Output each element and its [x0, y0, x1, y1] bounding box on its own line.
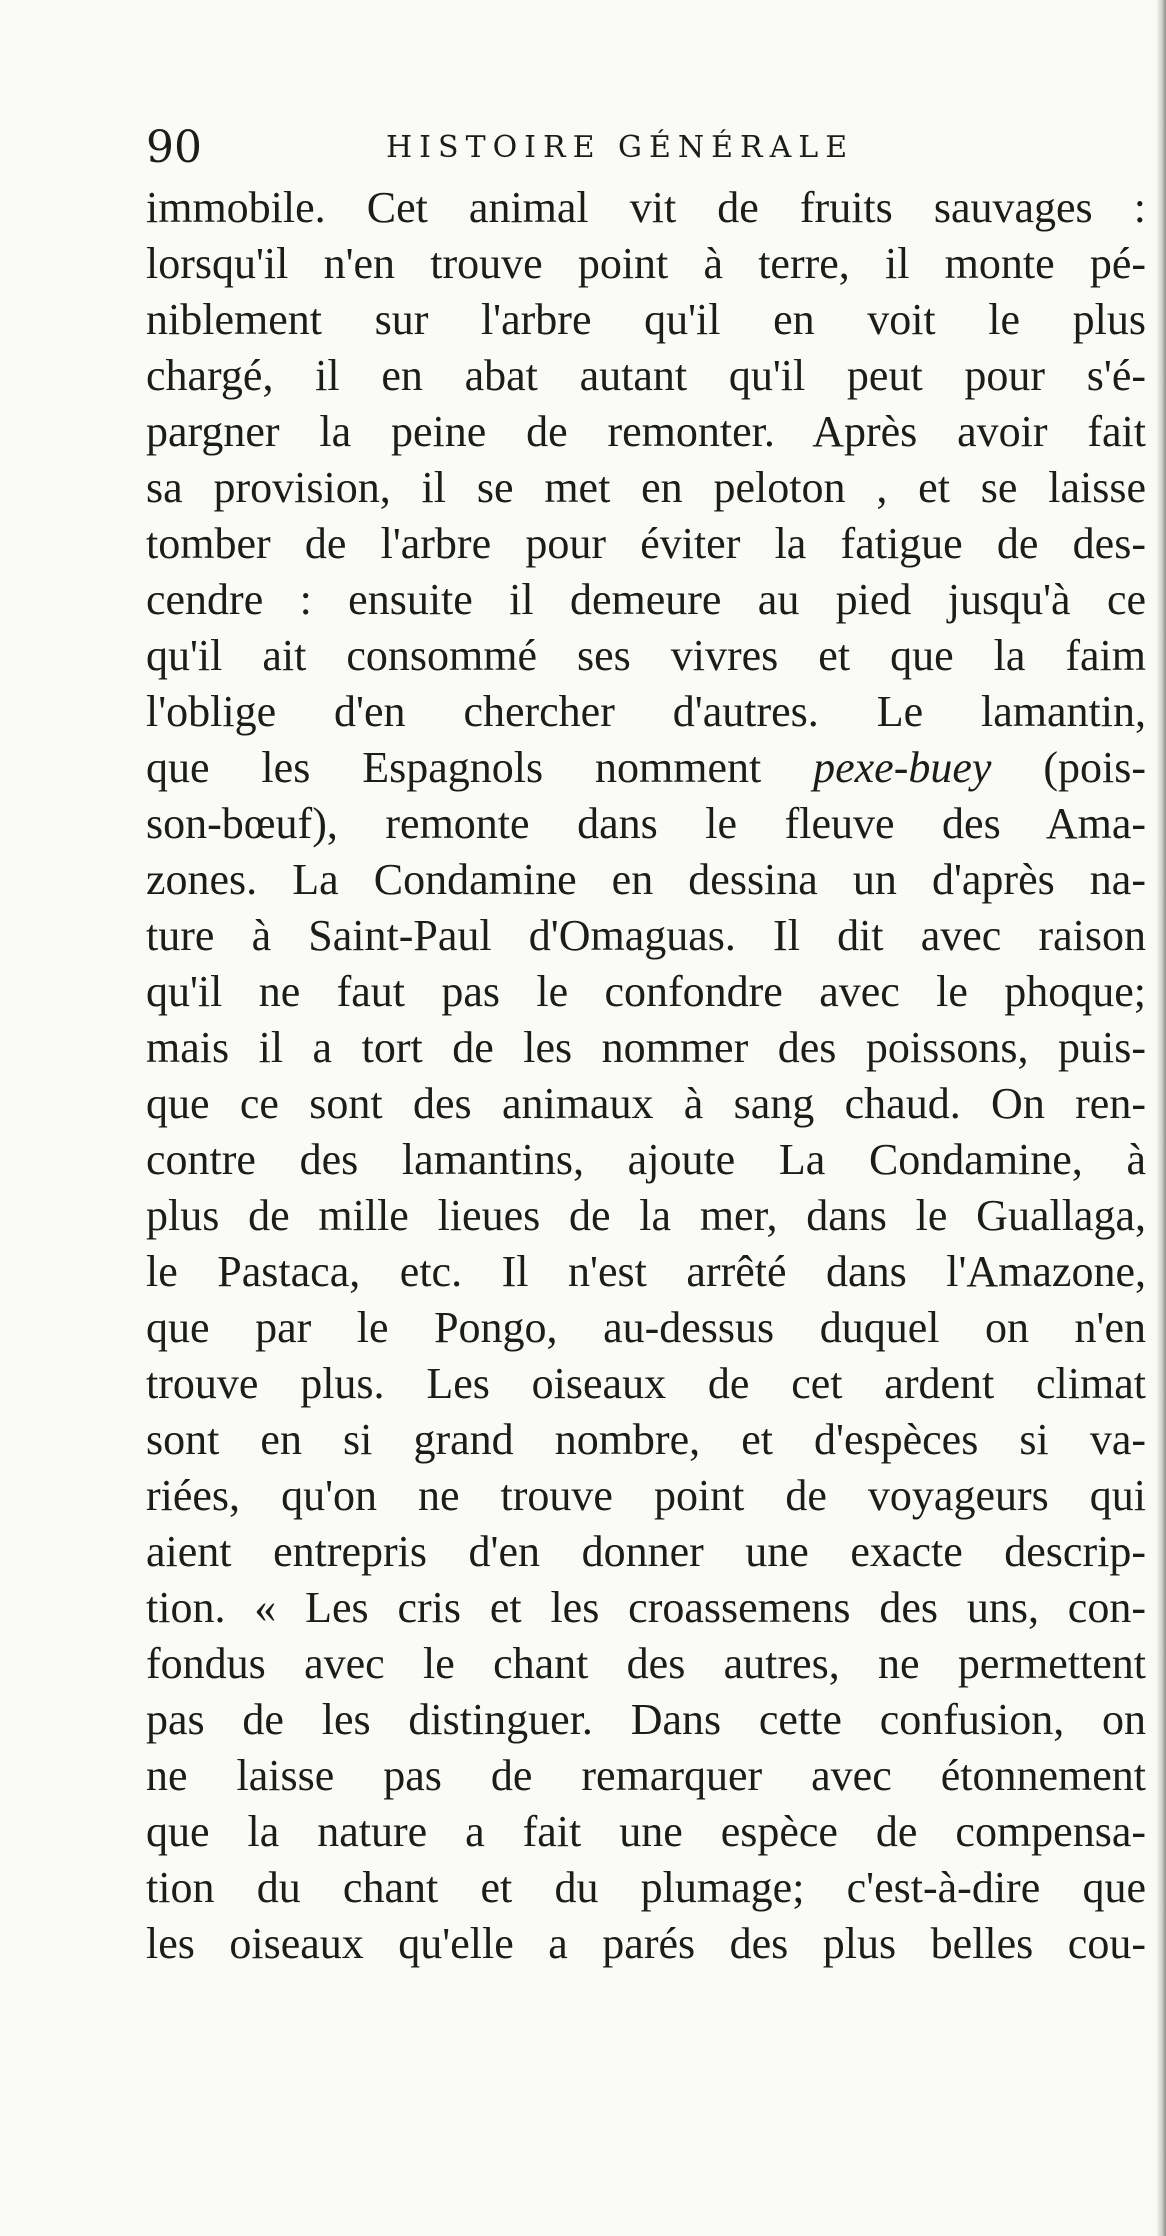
text-line: sa provision, il se met en peloton , et se laisse: [146, 463, 1146, 512]
text-line: qu'il ait consommé ses vivres et que la faim: [146, 631, 1146, 680]
text-line: l'oblige d'en chercher d'autres. Le lamantin,: [146, 687, 1146, 736]
page-number: 90: [146, 122, 202, 173]
text-line: lorsqu'il n'en trouve point à terre, il monte pé-: [146, 239, 1146, 288]
text-line: que la nature a fait une espèce de compensa-: [146, 1807, 1146, 1856]
text-line: le Pastaca, etc. Il n'est arrêté dans l'Amazone,: [146, 1247, 1146, 1296]
text-line: ture à Saint-Paul d'Omaguas. Il dit avec raison: [146, 911, 1146, 960]
text-line: niblement sur l'arbre qu'il en voit le plus: [146, 295, 1146, 344]
page-header: [146, 118, 1146, 178]
italic-term: pexe-buey: [813, 743, 992, 792]
text-line: tion. « Les cris et les croassemens des uns, con-: [146, 1583, 1146, 1632]
text-line: que ce sont des animaux à sang chaud. On ren-: [146, 1079, 1146, 1128]
text-line: mais il a tort de les nommer des poissons, puis-: [146, 1023, 1146, 1072]
text-line: ne laisse pas de remarquer avec étonnement: [146, 1751, 1146, 1800]
text-line: riées, qu'on ne trouve point de voyageurs qui: [146, 1471, 1146, 1520]
text-line: zones. La Condamine en dessina un d'après na-: [146, 855, 1146, 904]
body-text: [146, 180, 1146, 1972]
text-line: aient entrepris d'en donner une exacte descrip-: [146, 1527, 1146, 1576]
text-line: sont en si grand nombre, et d'espèces si va-: [146, 1415, 1146, 1464]
running-head: HISTOIRE GÉNÉRALE: [386, 130, 855, 165]
text-line: plus de mille lieues de la mer, dans le Guallaga,: [146, 1191, 1146, 1240]
text-line: son-bœuf), remonte dans le fleuve des Ama-: [146, 799, 1146, 848]
text-line: immobile. Cet animal vit de fruits sauvages :: [146, 183, 1146, 232]
text-line: chargé, il en abat autant qu'il peut pour s'é-: [146, 351, 1146, 400]
text-line: qu'il ne faut pas le confondre avec le phoque;: [146, 967, 1146, 1016]
text-line: que les Espagnols nomment pexe-buey (pois-: [146, 743, 1146, 792]
text-line: trouve plus. Les oiseaux de cet ardent climat: [146, 1359, 1146, 1408]
text-line: pas de les distinguer. Dans cette confusion, on: [146, 1695, 1146, 1744]
page-edge: [1156, 0, 1166, 2236]
text-line: pargner la peine de remonter. Après avoir fait: [146, 407, 1146, 456]
text-line: tion du chant et du plumage; c'est-à-dire que: [146, 1863, 1146, 1912]
text-line: contre des lamantins, ajoute La Condamine, à: [146, 1135, 1146, 1184]
text-line: tomber de l'arbre pour éviter la fatigue de des-: [146, 519, 1146, 568]
text-line: fondus avec le chant des autres, ne permettent: [146, 1639, 1146, 1688]
text-line: cendre : ensuite il demeure au pied jusqu'à ce: [146, 575, 1146, 624]
text-line: les oiseaux qu'elle a parés des plus belles cou-: [146, 1919, 1146, 1968]
text-line: que par le Pongo, au-dessus duquel on n'en: [146, 1303, 1146, 1352]
